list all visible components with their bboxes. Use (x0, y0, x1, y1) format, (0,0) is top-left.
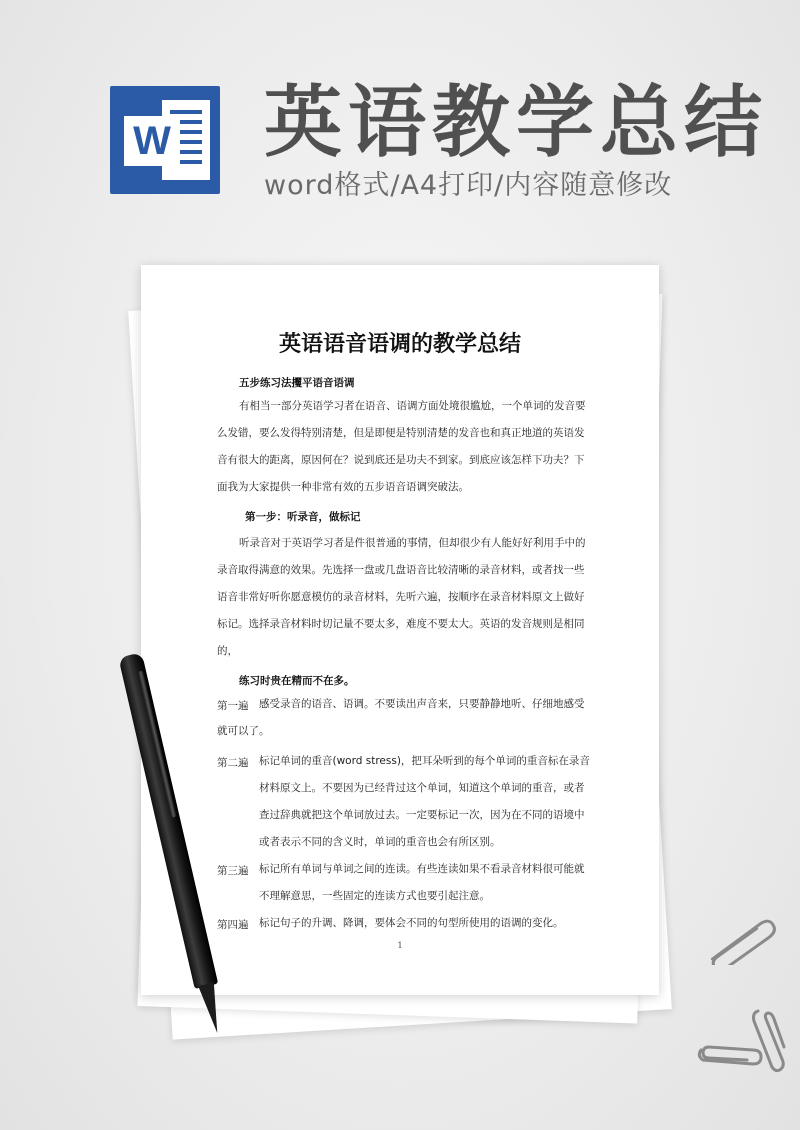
paperclip-icon (695, 1040, 765, 1070)
intro-line: 么发错，要么发得特别清楚，但是即便是特别清楚的发音也和真正地道的英语发 (217, 427, 585, 439)
pass-line: 查过辞典就把这个单词放过去。一定要标记一次，因为在不同的语境中 (259, 809, 585, 821)
pass-line: 或者表示不同的含义时，单词的重音也会有所区别。 (259, 836, 501, 848)
pass-line: 不理解意思，一些固定的连读方式也要引起注意。 (259, 890, 490, 902)
intro-line: 有相当一部分英语学习者在语音、语调方面处境很尴尬，一个单词的发音要 (239, 400, 586, 412)
pass-label: 第一遍 (217, 700, 249, 712)
paperclip-icon (700, 915, 780, 965)
word-letter: W (124, 116, 180, 166)
step1-line: 标记。选择录音材料时切记量不要太多，难度不要太大。英语的发音规则是相同 (217, 618, 585, 630)
step1-heading: 第一步：听录音，做标记 (245, 511, 361, 523)
document-title: 英语语音语调的教学总结 (278, 332, 521, 357)
step1-line: 的， (217, 645, 238, 657)
pass-line: 感受录音的语音、语调。不要读出声音来，只要静静地听、仔细地感受 (259, 698, 585, 710)
pass-line: 标记单词的重音(word stress)，把耳朵听到的每个单词的重音标在录音 (259, 755, 590, 767)
intro-line: 面我为大家提供一种非常有效的五步语音语调突破法。 (217, 481, 469, 493)
pass-label: 第二遍 (217, 757, 249, 769)
intro-line: 音有很大的距离，原因何在？说到底还是功夫不到家。到底应该怎样下功夫？下 (217, 454, 585, 466)
pass-line: 标记句子的升调、降调，要体会不同的句型所使用的语调的变化。 (259, 917, 564, 929)
pass-label: 第四遍 (217, 919, 249, 931)
step1-line: 录音取得满意的效果。先选择一盘或几盘语音比较清晰的录音材料，或者找一些 (217, 564, 585, 576)
pass-line: 材料原文上。不要因为已经背过这个单词，知道这个单词的重音，或者 (259, 782, 585, 794)
word-logo-icon (110, 86, 220, 194)
hero-title: 英语教学总结 (264, 78, 769, 168)
pass-line: 标记所有单词与单词之间的连读。有些连读如果不看录音材料很可能就 (259, 863, 585, 875)
practice-heading: 练习时贵在精而不在多。 (239, 675, 355, 687)
page-number: 1 (397, 941, 403, 950)
step1-line: 听录音对于英语学习者是件很普通的事情，但却很少有人能好好利用手中的 (239, 537, 586, 549)
pass-label: 第三遍 (217, 865, 249, 877)
intro-heading: 五步练习法攫平语音语调 (239, 377, 355, 389)
document-page (141, 265, 659, 995)
step1-line: 语音非常好听你愿意模仿的录音材料，先听六遍，按顺序在录音材料原文上做好 (217, 591, 585, 603)
hero-subtitle: word格式/A4打印/内容随意修改 (264, 170, 673, 201)
pass-line: 就可以了。 (217, 725, 270, 737)
